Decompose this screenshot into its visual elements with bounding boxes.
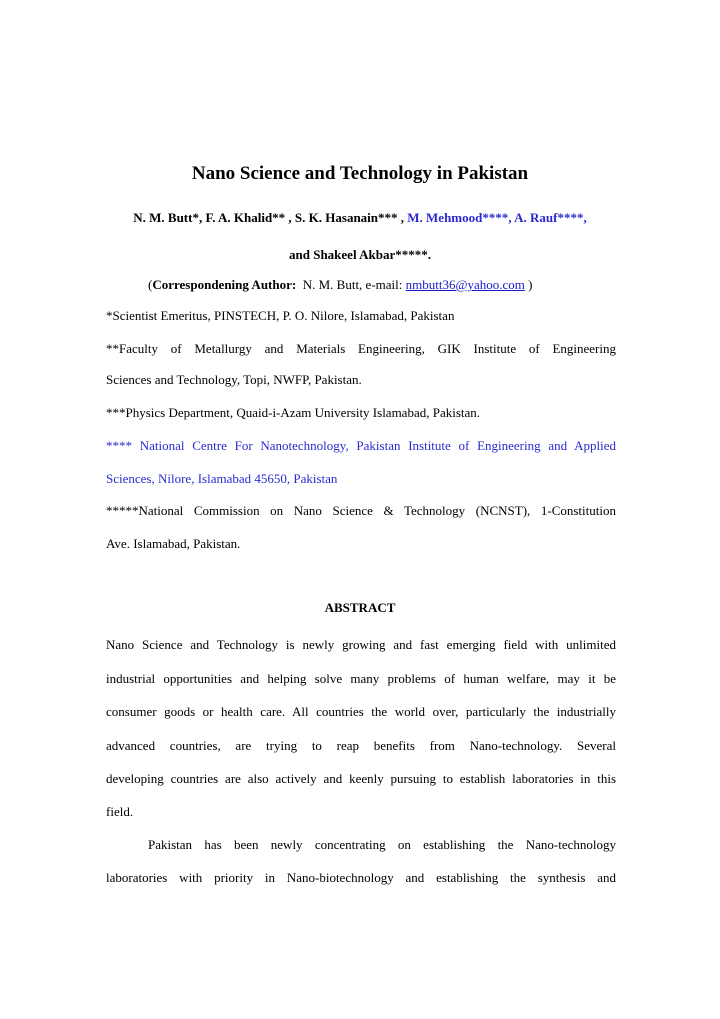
authors-black: N. M. Butt*, F. A. Khalid** , S. K. Hasanain*** , [133,210,408,225]
abstract-heading: ABSTRACT [324,600,396,615]
affiliation-3-line-1: ***Physics Department, Quaid-i-Azam University Islamabad, Pakistan. [106,405,481,420]
affiliation-1-line-1: *Scientist Emeritus, PINSTECH, P. O. Nilore, Islamabad, Pakistan [106,308,455,323]
corr-label: Correspondening Author: [152,277,297,292]
correspondence-line [148,276,532,294]
corr-email-link[interactable]: nmbutt36@yahoo.com [405,277,525,292]
abstract-line-6: field. [106,804,134,819]
corr-text: N. M. Butt, e-mail: [296,277,406,292]
abstract-line-7: Pakistan has been newly concentrating on establishing the Nano-technology [148,837,616,852]
author-line-2: and Shakeel Akbar*****. [289,247,431,262]
affiliation-4-line-1: **** National Centre For Nanotechnology, Pakistan Institute of Engineering and Applied [106,438,616,453]
abstract-line-1: Nano Science and Technology is newly growing and fast emerging field with unlimited [106,637,616,652]
affiliation-5-line-2: Ave. Islamabad, Pakistan. [106,536,241,551]
affiliation-5-line-1: *****National Commission on Nano Science & Technology (NCNST), 1-Constitution [106,503,616,518]
abstract-line-4: advanced countries, are trying to reap benefits from Nano-technology. Several [106,738,616,753]
abstract-line-5: developing countries are also actively and keenly pursuing to establish laboratories in this [106,771,616,786]
corr-open: ( [148,277,153,292]
abstract-line-2: industrial opportunities and helping solve many problems of human welfare, may it be [106,671,616,686]
affiliation-2-line-1: **Faculty of Metallurgy and Materials Engineering, GIK Institute of Engineering [106,341,616,356]
abstract-line-8: laboratories with priority in Nano-biotechnology and establishing the synthesis and [106,870,616,885]
author-line-1 [100,209,620,227]
paper-title: Nano Science and Technology in Pakistan [191,163,529,184]
affiliation-4-line-2: Sciences, Nilore, Islamabad 45650, Pakistan [106,471,338,486]
corr-close: ) [524,277,533,292]
affiliation-2-line-2: Sciences and Technology, Topi, NWFP, Pakistan. [106,372,362,387]
authors-blue: M. Mehmood****, A. Rauf****, [407,210,587,225]
abstract-line-3: consumer goods or health care. All countries the world over, particularly the industrially [106,704,616,719]
